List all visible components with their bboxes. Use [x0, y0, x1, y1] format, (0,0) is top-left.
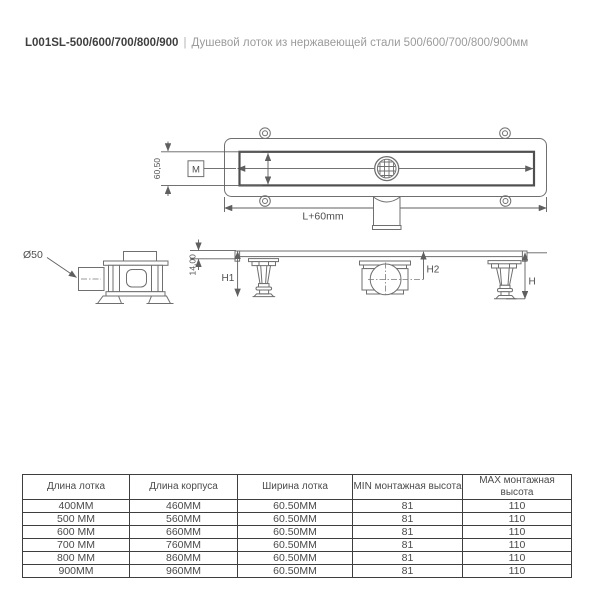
table-row	[23, 565, 572, 578]
table-row	[23, 539, 572, 552]
drain-grate	[374, 155, 400, 182]
product-description: Душевой лоток из нержавеющей стали 500/600/700/800/900мм	[191, 37, 529, 49]
cell: 800 MM	[23, 552, 130, 565]
h-label: H	[528, 276, 536, 288]
pipe-diameter-label: Ø50	[23, 249, 43, 261]
cell: 110	[463, 513, 572, 526]
cell: 110	[463, 500, 572, 513]
cell: 81	[353, 500, 463, 513]
cell: 60.50MM	[238, 552, 353, 565]
pipe-leader-line	[47, 258, 77, 278]
table-header-row	[23, 475, 572, 500]
col-header-tray-length: Длина лотка	[23, 475, 130, 500]
outlet-spout	[373, 197, 402, 230]
cell: 81	[353, 539, 463, 552]
cell: 81	[353, 552, 463, 565]
cell: 460MM	[130, 500, 238, 513]
spec-table	[22, 474, 572, 578]
trap-body-end	[96, 252, 174, 304]
col-header-tray-width: Ширина лотка	[238, 475, 353, 500]
table-row	[23, 513, 572, 526]
title-separator: |	[183, 37, 187, 49]
table-row	[23, 552, 572, 565]
cell: 760MM	[130, 539, 238, 552]
left-leg	[249, 259, 279, 297]
table-row	[23, 526, 572, 539]
top-view	[152, 128, 547, 230]
width-dim-label: 60,50	[152, 157, 162, 180]
col-header-max-height: MAX монтажная высота	[463, 475, 572, 500]
cell: 400MM	[23, 500, 130, 513]
side-view	[188, 240, 547, 299]
cell: 860MM	[130, 552, 238, 565]
cell: 560MM	[130, 513, 238, 526]
cell: 110	[463, 552, 572, 565]
marking-box	[188, 161, 204, 177]
cell: 60.50MM	[238, 539, 353, 552]
cell: 60.50MM	[238, 565, 353, 578]
col-header-body-length: Длина корпуса	[130, 475, 238, 500]
siphon-trap	[360, 261, 424, 296]
right-leg	[488, 261, 521, 299]
length-dim-label: L+60mm	[302, 210, 344, 223]
col-header-min-height: MIN монтажная высота	[353, 475, 463, 500]
cell: 700 MM	[23, 539, 130, 552]
product-code: L001SL-500/600/700/800/900	[25, 37, 179, 49]
cell: 600 MM	[23, 526, 130, 539]
cell: 60.50MM	[238, 513, 353, 526]
edge-height-dimension	[188, 240, 236, 276]
h2-label: H2	[426, 264, 440, 276]
edge-height-label: 14,00	[187, 254, 198, 276]
h1-label: H1	[221, 273, 235, 284]
cell: 60.50MM	[238, 500, 353, 513]
cell: 500 MM	[23, 513, 130, 526]
cell: 81	[353, 526, 463, 539]
cell: 110	[463, 565, 572, 578]
cell: 60.50MM	[238, 526, 353, 539]
table-row	[23, 500, 572, 513]
marking-label: M	[191, 164, 200, 176]
cell: 900MM	[23, 565, 130, 578]
cell: 110	[463, 539, 572, 552]
cell: 660MM	[130, 526, 238, 539]
cell: 960MM	[130, 565, 238, 578]
cell: 81	[353, 513, 463, 526]
outlet-pipe	[79, 268, 105, 291]
cell: 110	[463, 526, 572, 539]
end-view	[23, 249, 174, 304]
cell: 81	[353, 565, 463, 578]
